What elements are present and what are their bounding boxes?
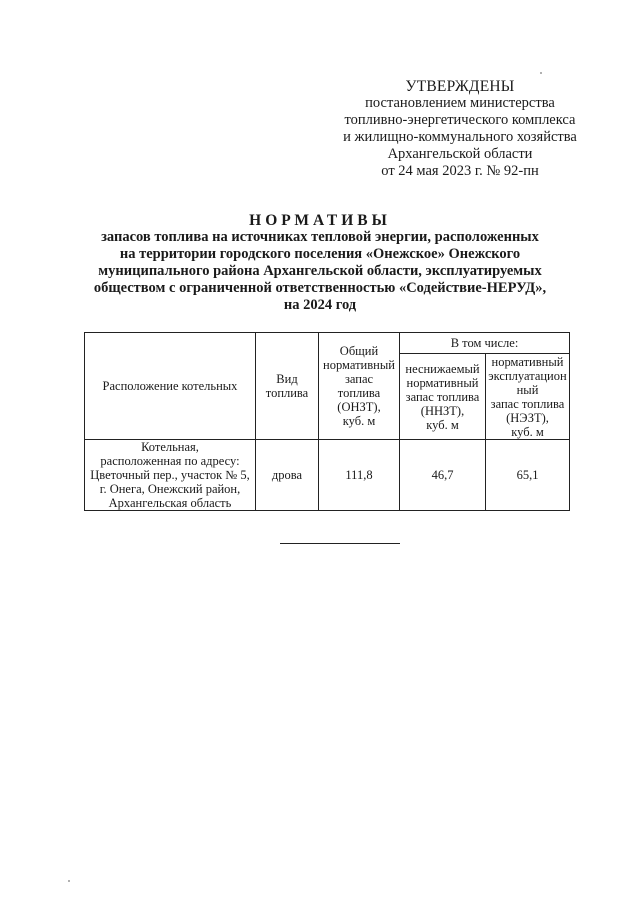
scan-speck xyxy=(540,72,542,74)
title-line: на территории городского поселения «Онежское» Онежского xyxy=(119,246,521,262)
cell-fuel-type: дрова xyxy=(256,440,319,511)
approval-line: Архангельской области xyxy=(387,146,533,162)
header-nezt: нормативный эксплуатацион ный запас топлива (НЭЗТ), куб. м xyxy=(486,354,570,440)
header-including: В том числе: xyxy=(400,333,570,354)
cell-total-reserve: 111,8 xyxy=(319,440,400,511)
approval-block xyxy=(300,78,620,180)
cell-location: Котельная, расположенная по адресу: Цветочный пер., участок № 5, г. Онега, Онежский район, Архангельская область xyxy=(85,440,256,511)
title-line: муниципального района Архангельской области, эксплуатируемых xyxy=(98,263,542,279)
table-row xyxy=(85,440,570,511)
document-title-block xyxy=(70,212,570,314)
end-divider xyxy=(280,543,400,544)
title-line: запасов топлива на источниках тепловой энергии, расположенных xyxy=(101,229,539,245)
header-nnzt: неснижаемый нормативный запас топлива (ННЗТ), куб. м xyxy=(400,354,486,440)
approval-date-line: от 24 мая 2023 г. № 92-пн xyxy=(381,163,539,179)
title-line: обществом с ограниченной ответственностью «Содействие-НЕРУД», xyxy=(93,280,547,296)
table-header-row xyxy=(85,333,570,354)
header-location: Расположение котельных xyxy=(85,333,256,440)
fuel-norms-table xyxy=(84,332,570,511)
header-fuel-type: Вид топлива xyxy=(256,333,319,440)
cell-nnzt: 46,7 xyxy=(400,440,486,511)
approval-line: постановлением министерства xyxy=(365,95,555,111)
approval-heading: УТВЕРЖДЕНЫ xyxy=(405,78,515,95)
approval-line: топливно-энергетического комплекса xyxy=(344,112,576,128)
header-total-reserve: Общий нормативный запас топлива (ОНЗТ), куб. м xyxy=(319,333,400,440)
document-title: НОРМАТИВЫ xyxy=(249,212,391,229)
approval-line: и жилищно-коммунального хозяйства xyxy=(343,129,577,145)
scan-speck xyxy=(68,880,70,882)
cell-nezt: 65,1 xyxy=(486,440,570,511)
title-line: на 2024 год xyxy=(283,297,357,313)
